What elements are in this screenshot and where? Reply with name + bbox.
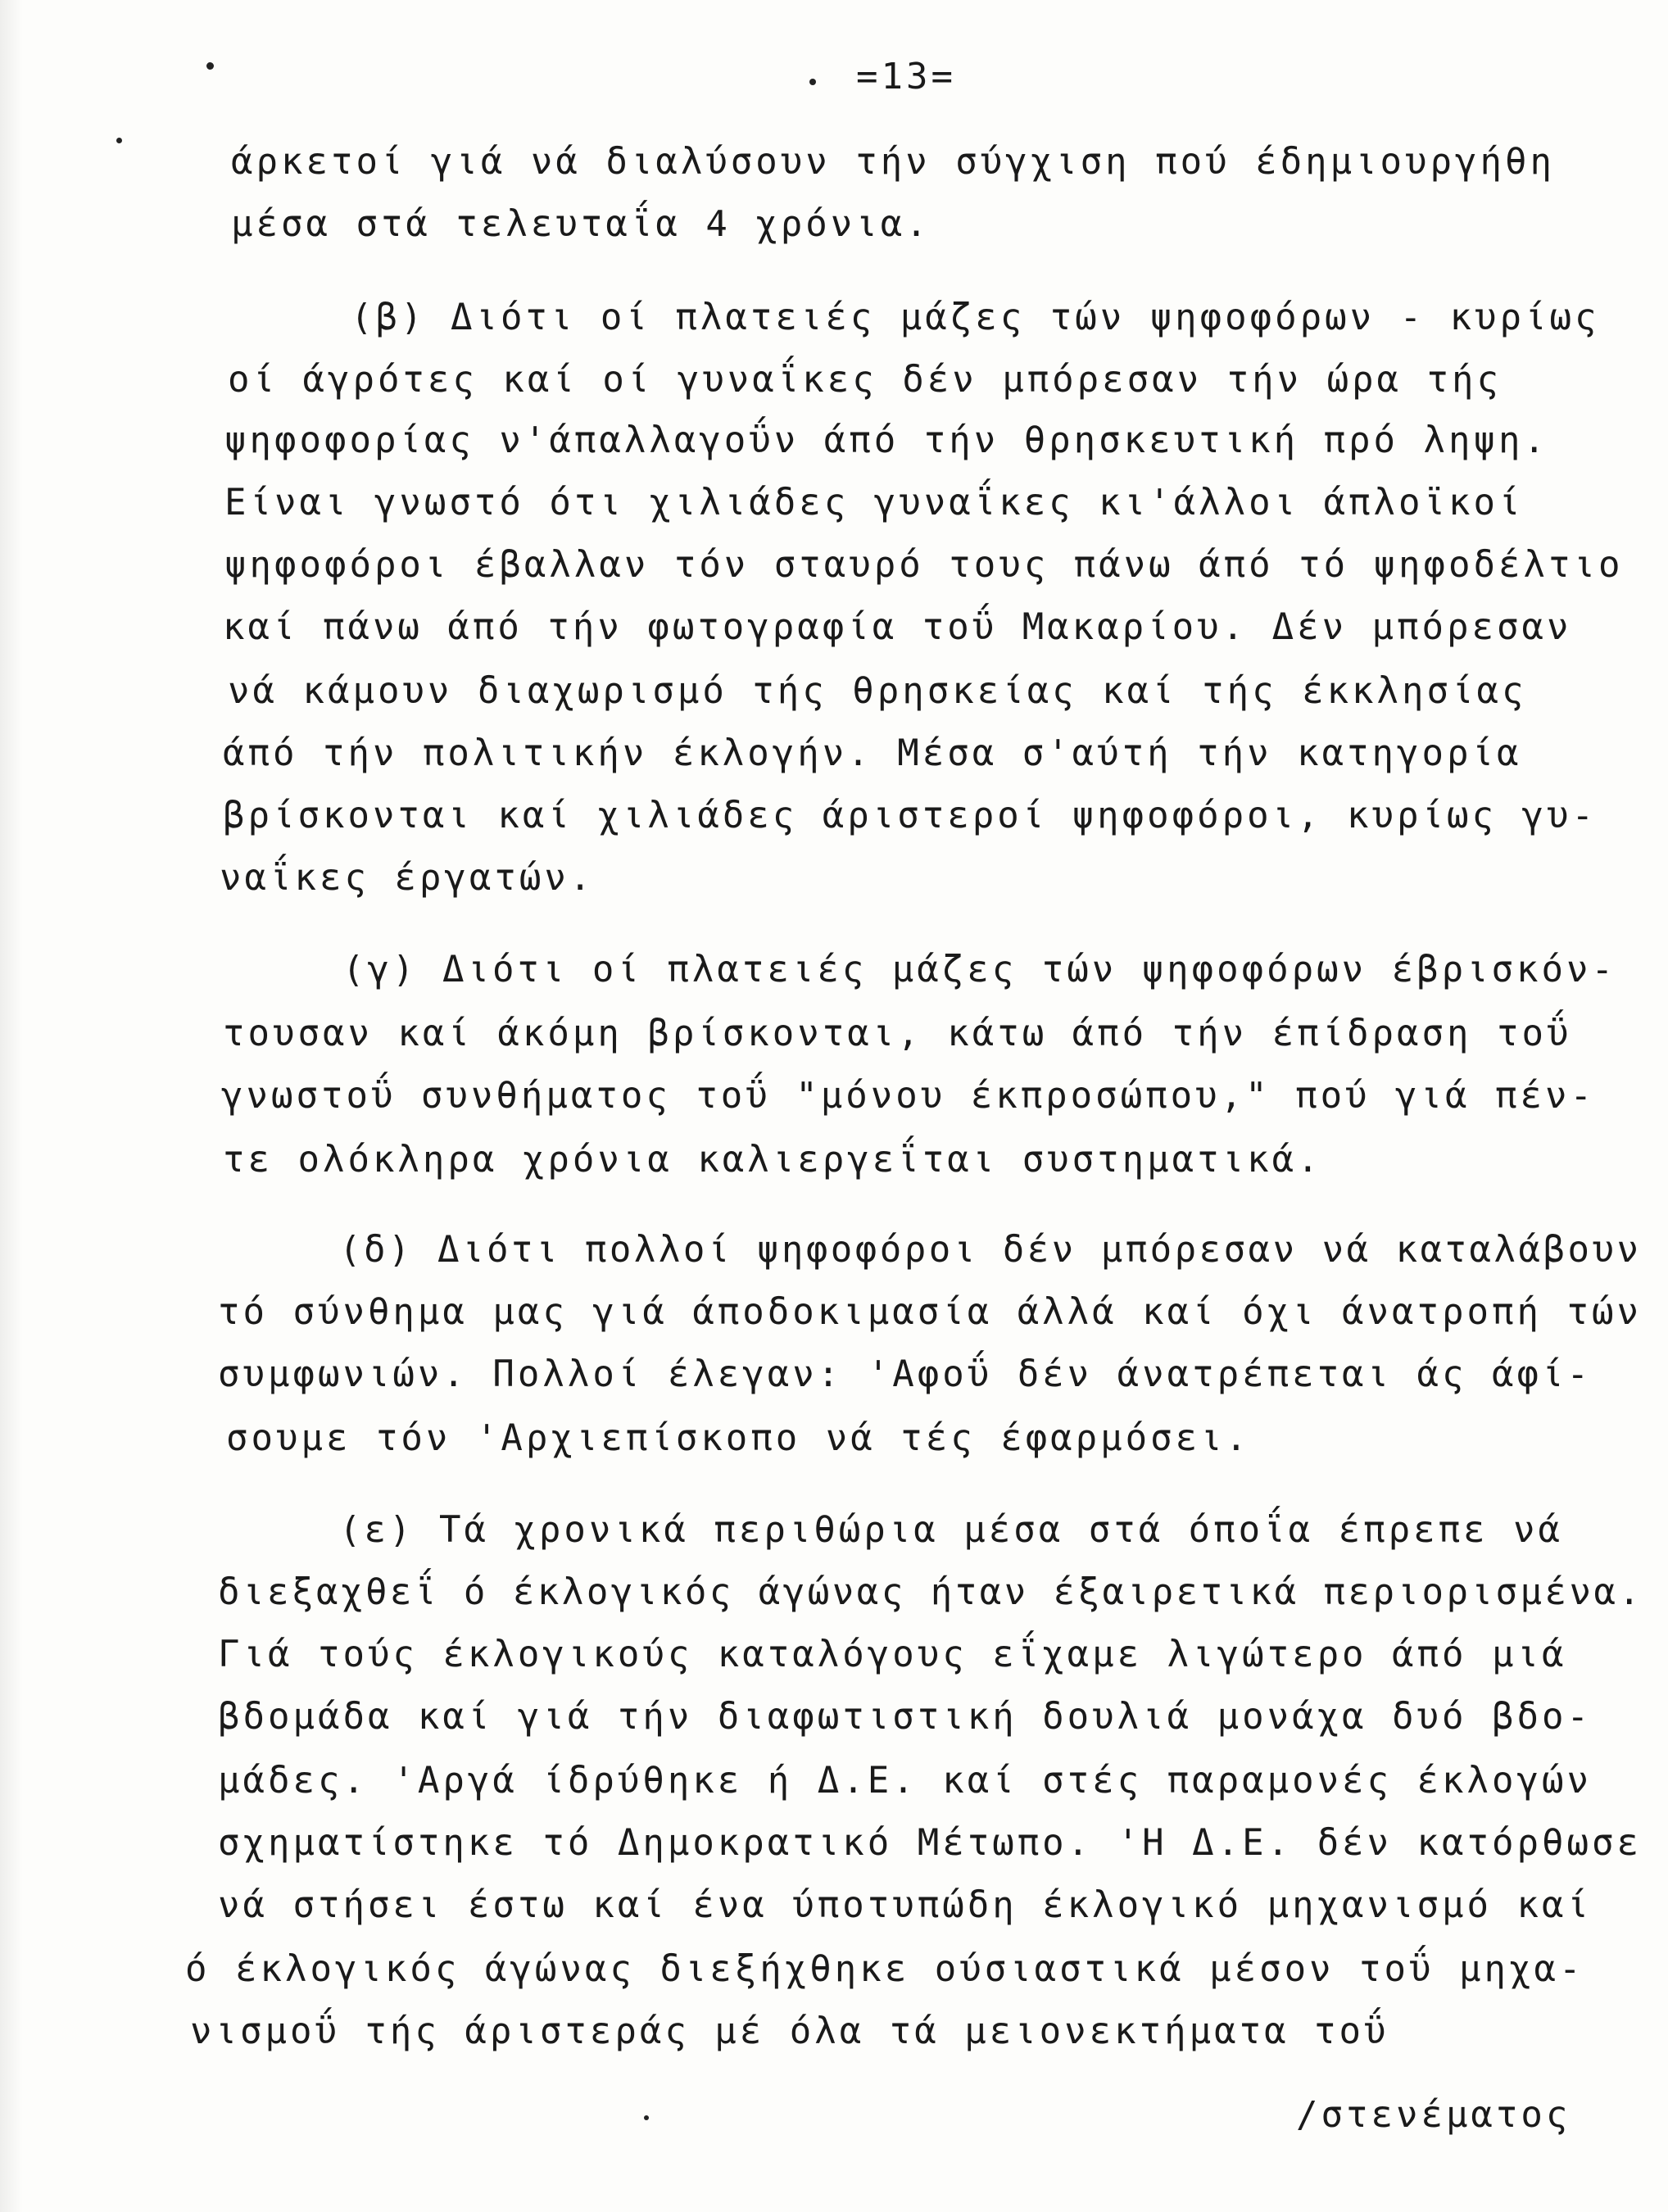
text-line: συμφωνιών. Πολλοί έλεγαν: 'Αφοΰ δέν άνατρέπεται άς άφί-	[218, 1353, 1592, 1395]
text-line: (ε) Τά χρονικά περιθώρια μέσα στά όποΐα έπρεπε νά	[339, 1509, 1564, 1551]
ink-speck	[644, 2115, 649, 2120]
ink-speck	[206, 62, 214, 70]
page-number: =13=	[856, 56, 956, 97]
text-line: γνωστοΰ συνθήματος τοΰ "μόνου έκπροσώπου," πού γιά πέν-	[221, 1075, 1595, 1117]
text-line: μάδες. 'Αργά ίδρύθηκε ή Δ.Ε. καί στές παραμονές έκλογών	[218, 1760, 1592, 1802]
text-line: νά κάμουν διαχωρισμό τής θρησκείας καί τής έκκλησίας	[228, 670, 1527, 712]
text-line: διεξαχθεΐ ό έκλογικός άγώνας ήταν έξαιρετικά περιορισμένα.	[218, 1571, 1643, 1613]
text-line: οί άγρότες καί οί γυναΐκες δέν μπόρεσαν τήν ώρα τής	[228, 359, 1503, 401]
text-line: μέσα στά τελευταΐα 4 χρόνια.	[231, 203, 931, 245]
scan-edge-shadow	[0, 0, 23, 2212]
ink-speck	[116, 138, 122, 143]
text-line: τουσαν καί άκόμη βρίσκονται, κάτω άπό τήν έπίδραση τοΰ	[223, 1013, 1572, 1054]
text-line: τε ολόκληρα χρόνια καλιεργεΐται συστηματικά.	[223, 1139, 1322, 1181]
ink-speck	[809, 79, 816, 85]
text-line: σχηματίστηκε τό Δημοκρατικό Μέτωπο. 'Η Δ.Ε. δέν κατόρθωσε	[218, 1822, 1642, 1864]
text-line: (δ) Διότι πολλοί ψηφοφόροι δέν μπόρεσαν νά καταλάβουν	[339, 1229, 1642, 1271]
text-line: καί πάνω άπό τήν φωτογραφία τοΰ Μακαρίου. Δέν μπόρεσαν	[223, 606, 1572, 648]
text-line: σουμε τόν 'Αρχιεπίσκοπο νά τές έφαρμόσει.	[226, 1417, 1251, 1459]
text-line: (β) Διότι οί πλατειές μάζες τών ψηφοφόρων - κυρίως	[351, 297, 1600, 338]
text-line: ψηφοφορίας ν'άπαλλαγοΰν άπό τήν θρησκευτική πρό ληψη.	[224, 419, 1548, 461]
text-line: νά στήσει έστω καί ένα ύποτυπώδη έκλογικό μηχανισμό καί	[218, 1884, 1592, 1926]
text-line: ό έκλογικός άγώνας διεξήχθηκε ούσιαστικά μέσον τοΰ μηχα-	[185, 1948, 1584, 1990]
text-line: τό σύνθημα μας γιά άποδοκιμασία άλλά καί όχι άνατροπή τών	[218, 1291, 1642, 1333]
text-line: άρκετοί γιά νά διαλύσουν τήν σύγχιση πού έδημιουργήθη	[231, 141, 1555, 183]
text-line: άπό τήν πολιτικήν έκλογήν. Μέσα σ'αύτή τήν κατηγορία	[223, 732, 1522, 774]
text-line: Γιά τούς έκλογικούς καταλόγους εΐχαμε λιγώτερο άπό μιά	[218, 1634, 1567, 1675]
text-line: ναΐκες έργατών.	[220, 857, 595, 899]
text-line: νισμοΰ τής άριστεράς μέ όλα τά μειονεκτήματα τοΰ	[190, 2010, 1389, 2052]
text-line: (γ) Διότι οί πλατειές μάζες τών ψηφοφόρων έβρισκόν-	[342, 949, 1617, 990]
text-line: Είναι γνωστό ότι χιλιάδες γυναΐκες κι'άλλοι άπλοϊκοί	[224, 482, 1524, 524]
text-line: βδομάδα καί γιά τήν διαφωτιστική δουλιά μονάχα δυό βδο-	[218, 1696, 1592, 1738]
text-line: ψηφοφόροι έβαλλαν τόν σταυρό τους πάνω άπό τό ψηφοδέλτιο	[224, 544, 1624, 586]
catchword: /στενέματος	[1296, 2094, 1571, 2136]
text-line: βρίσκονται καί χιλιάδες άριστεροί ψηφοφόροι, κυρίως γυ-	[223, 795, 1597, 836]
